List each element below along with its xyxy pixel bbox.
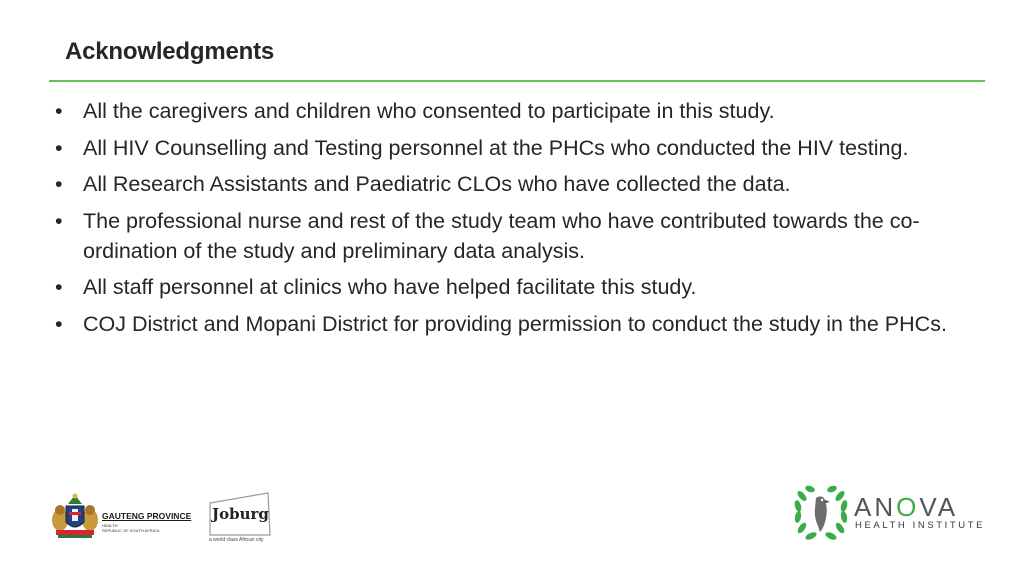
list-item [55, 272, 985, 302]
gauteng-department: HEALTH [102, 523, 118, 528]
joburg-tagline: a world class African city [209, 537, 264, 543]
list-item-text: All HIV Counselling and Testing personnel at the PHCs who conducted the HIV testing. [83, 135, 909, 160]
title-divider [49, 80, 985, 82]
list-item [55, 169, 985, 199]
anova-wordmark [854, 492, 958, 523]
gauteng-country: REPUBLIC OF SOUTH AFRICA [102, 528, 160, 533]
acknowledgment-list [55, 96, 985, 345]
anova-wordmark-end: VA [919, 492, 959, 522]
list-item-text: All Research Assistants and Paediatric CLOs who have collected the data. [83, 172, 791, 196]
coat-of-arms-icon [50, 492, 100, 540]
bullet-icon: • [55, 275, 63, 299]
list-item [55, 96, 985, 126]
list-item-text: The professional nurse and rest of the study team who have contributed towards the co-ordination of the study and preliminary data analysis. [83, 208, 920, 263]
anova-wordmark-o: O [896, 492, 920, 522]
anova-health-institute-logo [792, 482, 986, 544]
anova-laurel-bird-icon [792, 482, 850, 544]
bullet-icon: • [55, 99, 63, 123]
list-item [55, 133, 985, 163]
slide-title: Acknowledgments [65, 38, 275, 65]
bullet-icon: • [55, 311, 63, 336]
gauteng-name: GAUTENG PROVINCE [102, 511, 192, 521]
joburg-logo [208, 491, 274, 547]
bullet-icon: • [55, 135, 63, 160]
joburg-wordmark: Joburg [212, 505, 269, 523]
bullet-icon: • [55, 208, 63, 233]
gauteng-province-logo [50, 492, 190, 540]
anova-subtitle: HEALTH INSTITUTE [855, 520, 986, 531]
list-item-text: All staff personnel at clinics who have helped facilitate this study. [83, 275, 697, 299]
list-item-text: COJ District and Mopani District for providing permission to conduct the study in the PHCs. [83, 311, 947, 336]
list-item-text: All the caregivers and children who consented to participate in this study. [83, 99, 775, 123]
anova-wordmark-start: AN [854, 492, 897, 522]
list-item [55, 206, 985, 266]
list-item [55, 309, 985, 339]
bullet-icon: • [55, 172, 63, 196]
